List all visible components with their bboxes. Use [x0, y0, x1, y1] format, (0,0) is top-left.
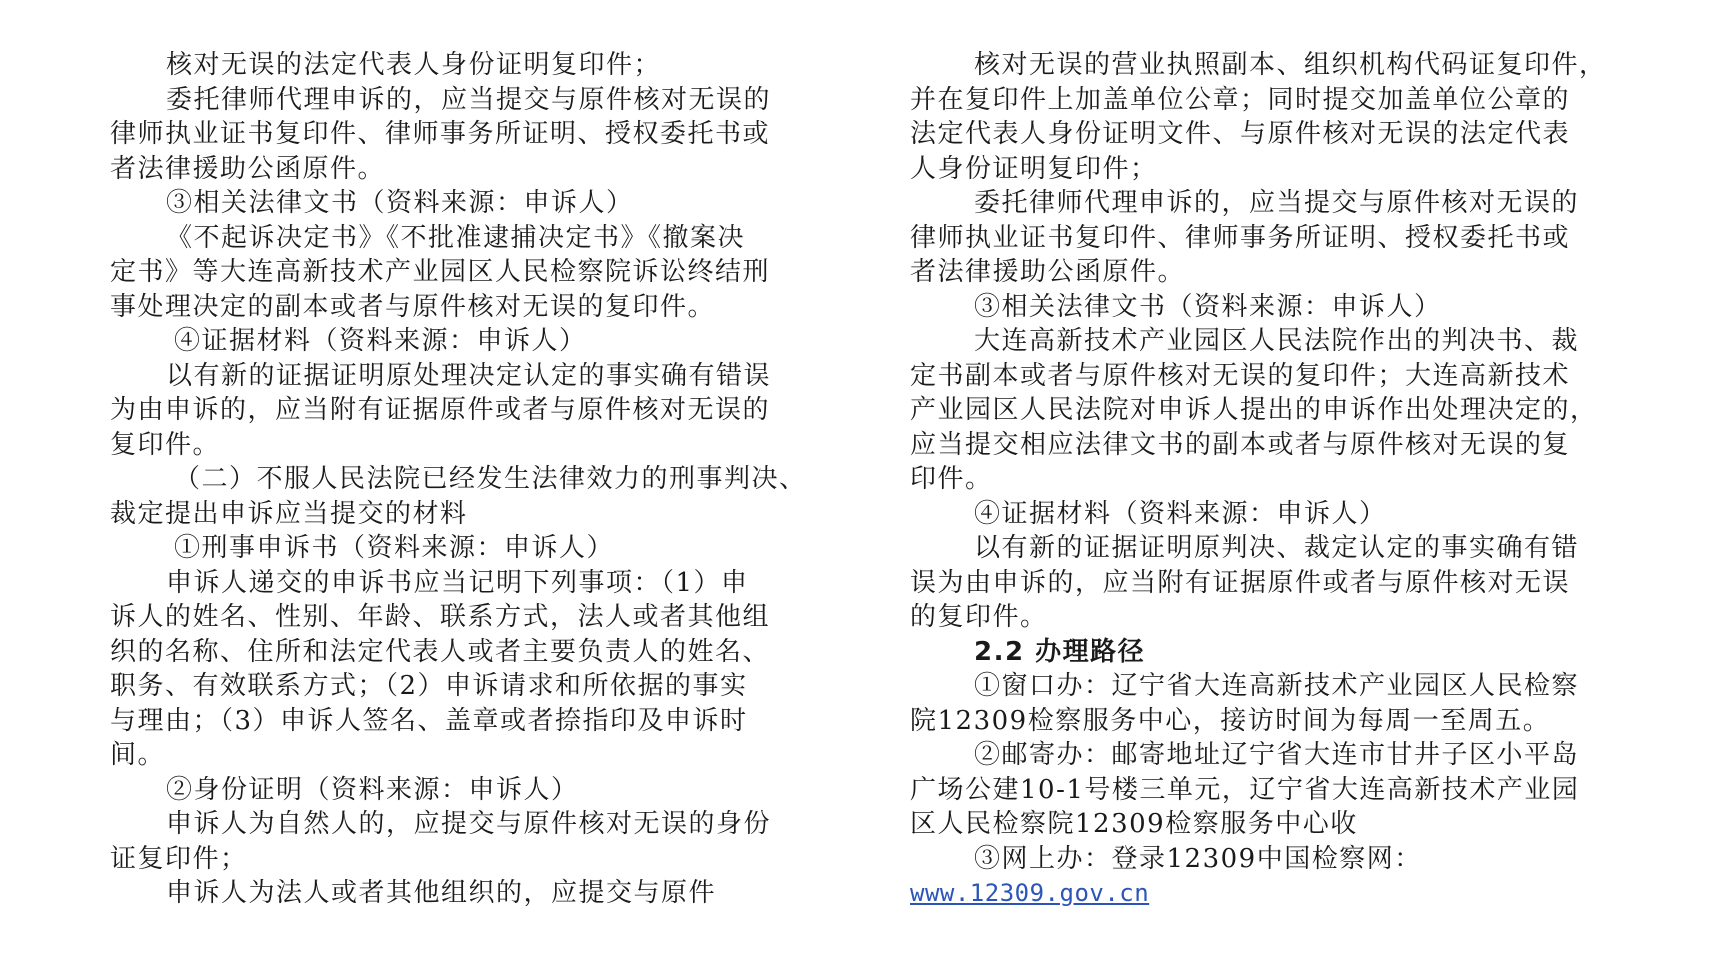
text-line: 律师执业证书复印件、律师事务所证明、授权委托书或	[910, 222, 1571, 253]
text-line: ②身份证明（资料来源：申诉人）	[166, 774, 579, 805]
text-line: ①刑事申诉书（资料来源：申诉人）	[174, 533, 615, 563]
text-line: 定书》等大连高新技术产业园区人民检察院诉讼终结刑	[110, 257, 771, 287]
text-line: 广场公建10-1号楼三单元，辽宁省大连高新技术产业园	[910, 774, 1580, 805]
text-line: 裁定提出申诉应当提交的材料	[110, 498, 468, 529]
text-line: 律师执业证书复印件、律师事务所证明、授权委托书或	[110, 119, 771, 149]
text-line: ③网上办：登录12309中国检察网：	[974, 843, 1422, 874]
text-line: 者法律援助公函原件。	[110, 153, 386, 184]
text-line: 并在复印件上加盖单位公章；同时提交加盖单位公章的	[910, 84, 1571, 115]
text-line: 为由申诉的，应当附有证据原件或者与原件核对无误的	[110, 395, 771, 425]
text-line: 申诉人为自然人的，应提交与原件核对无误的身份	[166, 809, 772, 839]
text-line: 申诉人递交的申诉书应当记明下列事项：（1）申	[166, 567, 749, 598]
text-line: 产业园区人民法院对申诉人提出的申诉作出处理决定的，	[910, 395, 1598, 425]
right-text-column	[910, 48, 1650, 911]
text-line: ④证据材料（资料来源：申诉人）	[174, 326, 587, 356]
text-line: 间。	[110, 740, 166, 770]
text-line: 以有新的证据证明原处理决定认定的事实确有错误	[166, 360, 772, 391]
text-line: 复印件。	[110, 429, 221, 460]
text-line: 误为由申诉的，应当附有证据原件或者与原件核对无误	[910, 567, 1571, 598]
text-line: 大连高新技术产业园区人民法院作出的判决书、裁	[974, 326, 1580, 356]
text-line: 委托律师代理申诉的，应当提交与原件核对无误的	[166, 84, 772, 115]
text-line: ②邮寄办：邮寄地址辽宁省大连市甘井子区小平岛	[974, 740, 1580, 770]
text-line: 申诉人为法人或者其他组织的，应提交与原件	[166, 878, 717, 908]
text-line: 《不起诉决定书》《不批准逮捕决定书》《撤案决	[166, 222, 746, 253]
text-line: 委托律师代理申诉的，应当提交与原件核对无误的	[974, 188, 1580, 218]
text-line: （二）不服人民法院已经发生法律效力的刑事判决、	[174, 464, 807, 494]
text-line: 院12309检察服务中心，接访时间为每周一至周五。	[910, 705, 1551, 736]
text-line: 区人民检察院12309检察服务中心收	[910, 809, 1358, 839]
text-line: 以有新的证据证明原判决、裁定认定的事实确有错	[974, 533, 1580, 563]
text-line: 织的名称、住所和法定代表人或者主要负责人的姓名、	[110, 636, 771, 667]
text-line: 印件。	[910, 464, 993, 494]
text-line: 诉人的姓名、性别、年龄、联系方式，法人或者其他组	[110, 602, 771, 632]
text-line: 应当提交相应法律文书的副本或者与原件核对无误的复	[910, 429, 1571, 460]
text-line: 与理由；（3）申诉人签名、盖章或者捺指印及申诉时	[110, 705, 748, 736]
text-line: 事处理决定的副本或者与原件核对无误的复印件。	[110, 291, 716, 322]
website-link[interactable]: www.12309.gov.cn	[910, 879, 1150, 907]
text-line: ④证据材料（资料来源：申诉人）	[974, 498, 1387, 529]
text-line: 者法律援助公函原件。	[910, 257, 1186, 287]
text-line: 定书副本或者与原件核对无误的复印件；大连高新技术	[910, 360, 1571, 391]
text-line: 人身份证明复印件；	[910, 153, 1158, 184]
left-text-column	[110, 48, 850, 911]
text-line: ③相关法律文书（资料来源：申诉人）	[974, 291, 1442, 322]
text-line: 核对无误的营业执照副本、组织机构代码证复印件，	[974, 50, 1607, 80]
text-line: ③相关法律文书（资料来源：申诉人）	[166, 188, 634, 218]
text-line: 职务、有效联系方式；（2）申诉请求和所依据的事实	[110, 671, 748, 701]
text-line: 法定代表人身份证明文件、与原件核对无误的法定代表	[910, 119, 1571, 149]
text-line: 的复印件。	[910, 602, 1048, 632]
text-line: 核对无误的法定代表人身份证明复印件；	[166, 50, 662, 80]
section-heading: 2.2 办理路径	[974, 636, 1146, 667]
text-line: ①窗口办：辽宁省大连高新技术产业园区人民检察	[974, 671, 1580, 701]
text-line: 证复印件；	[110, 843, 248, 874]
